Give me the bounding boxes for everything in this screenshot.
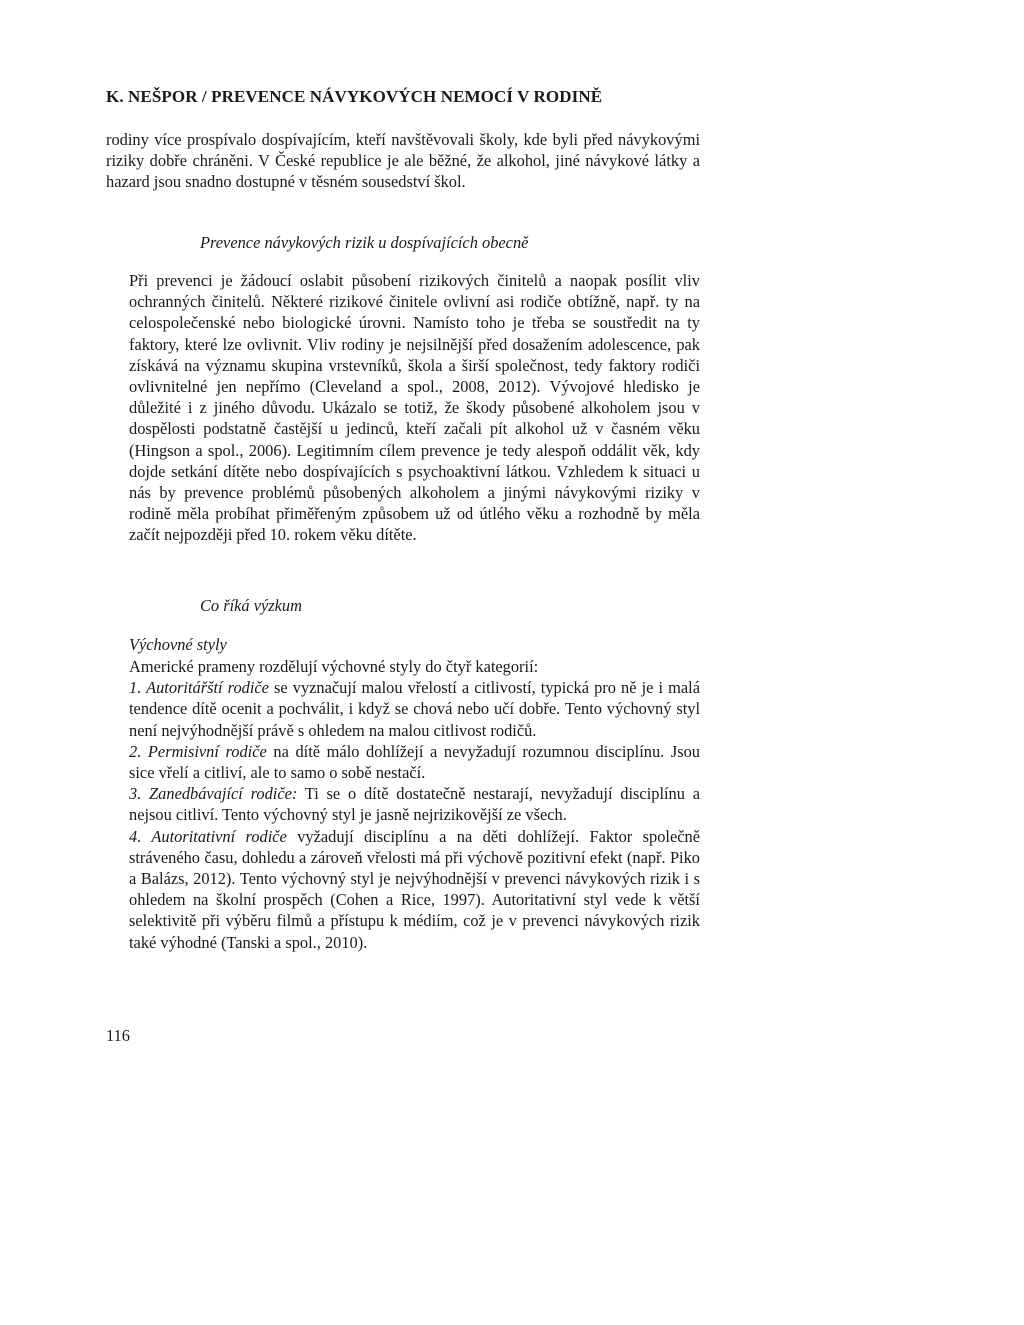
style-term: 4. Autoritativní rodiče xyxy=(129,826,287,846)
style-text: Ti se o dítě dostatečně nestarají, nevyžadují disciplínu a nejsou citliví. Tento výchovný styl je jasně nejrizikovější ze všech. xyxy=(129,784,700,825)
paragraph-intro-text: rodiny více prospívalo dospívajícím, kteří navštěvovali školy, kde byli před návykovými riziky dobře chráněni. V České republice je ale běžné, že alkohol, jiné návykové látky a hazard jsou snadno dostupné v těsném sousedství škol. xyxy=(106,130,700,192)
section-heading-prevention: Prevence návykových rizik u dospívajících obecně xyxy=(200,233,529,252)
page-number: 116 xyxy=(106,1026,130,1045)
style-text: na dítě málo dohlížejí a nevyžadují rozumnou disciplínu. Jsou sice vřelí a citliví, ale to samo o sobě nestačí. xyxy=(129,741,701,783)
styles-intro: Americké prameny rozdělují výchovné styly do čtyř kategorií: xyxy=(129,657,539,676)
subheading-styles: Výchovné styly xyxy=(129,635,227,654)
style-item xyxy=(106,677,700,741)
style-item xyxy=(106,783,700,825)
style-item xyxy=(106,826,700,953)
style-item xyxy=(106,741,700,783)
style-term: 3. Zanedbávající rodiče: xyxy=(129,784,298,804)
style-text: se vyznačují malou vřelostí a citlivostí, typická pro ně je i malá tendence dítě ocenit a pochválit, i když se chová nebo učí dobře. Tento výchovný styl není nejvýhodnější právě s ohledem na malou citlivost rodičů. xyxy=(129,678,700,740)
paragraph-prevention-text: Při prevenci je žádoucí oslabit působení rizikových činitelů a naopak posílit vliv ochranných činitelů. Některé rizikové činitele ovlivní asi rodiče obtížně, např. ty na celospolečenské nebo biologické úrovni. Namísto toho je třeba se soustředit na ty faktory, které lze ovlivnit. Vliv rodiny je nejsilnější před dosažením adolescence, pak získává na významu skupina vrstevníků, škola a širší společnost, tedy faktory rodiči ovlivnitelné jen nepřímo (Cleveland a spol., 2008, 2012). Vývojové hledisko je důležité i z jiného důvodu. Ukázalo se totiž, že škody působené alkoholem jsou v dospělosti podstatně častější u jedinců, kteří začali pít alkohol už v časném věku (Hingson a spol., 2006). Legitimním cílem prevence je tedy alespoň oddálit věk, kdy dojde setkání dítěte nebo dospívajících s psychoaktivní látkou. Vzhledem k situaci u nás by prevence problémů působených alkoholem a jinými návykovými riziky v rodině měla probíhat přiměřeným způsobem už od útlého věku a rozhodně by měla začít nejpozději před 10. rokem věku dítěte. xyxy=(129,271,700,545)
style-text: vyžadují disciplínu a na děti dohlížejí. Faktor společně stráveného času, dohledu a zároveň vřelosti má při výchově pozitivní efekt (např. Piko a Balázs, 2012). Tento výchovný styl je nejvýhodnější v prevenci návykových rizik i s ohledem na školní prospěch (Cohen a Rice, 1997). Autoritativní styl vede k větší selektivitě při výběru filmů a přístupu k médiím, což je v prevenci návykových rizik také výhodné (Tanski a spol., 2010). xyxy=(129,826,700,952)
paragraph-prevention xyxy=(106,270,700,546)
style-term: 2. Permisivní rodiče xyxy=(129,741,267,761)
section-heading-research: Co říká výzkum xyxy=(200,596,302,615)
running-head: K. NEŠPOR / PREVENCE NÁVYKOVÝCH NEMOCÍ V RODINĚ xyxy=(106,87,603,106)
style-term: 1. Autoritářští rodiče xyxy=(129,678,269,698)
styles-list xyxy=(106,656,700,953)
paragraph-intro xyxy=(106,129,700,193)
